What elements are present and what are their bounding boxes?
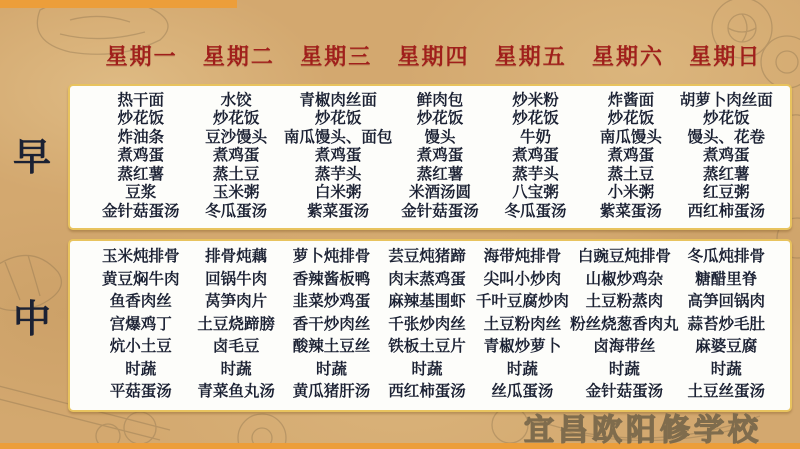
menu-item: 土豆粉肉丝 <box>483 315 562 333</box>
menu-item: 炒花饭 <box>314 110 362 128</box>
menu-item: 丝瓜蛋汤 <box>491 383 554 401</box>
menu-item: 小米粥 <box>607 184 655 202</box>
breakfast-menu-panel <box>68 84 792 230</box>
menu-item: 萝卜炖排骨 <box>292 248 371 266</box>
menu-item: 煮鸡蛋 <box>512 147 559 165</box>
menu-item: 时蔬 <box>506 360 538 378</box>
weekday-header-row <box>68 36 792 74</box>
menu-item: 海带炖排骨 <box>483 248 562 266</box>
menu-item: 西红柿蛋汤 <box>687 202 766 220</box>
menu-item: 蒸红薯 <box>117 165 164 183</box>
menu-item: 蒜苔炒毛肚 <box>687 315 766 333</box>
menu-item: 青椒炒萝卜 <box>483 338 562 356</box>
menu-item: 山椒炒鸡杂 <box>585 270 664 288</box>
menu-item: 回锅牛肉 <box>205 270 268 288</box>
menu-item: 豆沙馒头 <box>205 128 268 146</box>
menu-item: 水饺 <box>220 91 252 109</box>
menu-item: 黄豆焖牛肉 <box>101 270 180 288</box>
weekday-thursday: 星期四 <box>397 43 470 69</box>
menu-item: 时蔬 <box>710 360 742 378</box>
menu-item: 红豆粥 <box>703 184 750 202</box>
menu-item: 玉米粥 <box>212 184 260 202</box>
breakfast-section-label: 早 <box>12 137 51 179</box>
menu-item: 冬瓜炖排骨 <box>687 248 766 266</box>
menu-item: 炒花饭 <box>703 110 750 128</box>
menu-item: 蒸芋头 <box>314 165 362 183</box>
menu-item: 煮鸡蛋 <box>416 147 464 165</box>
menu-item: 高笋回锅肉 <box>687 293 766 311</box>
lunch-section-label: 中 <box>12 299 51 341</box>
menu-item: 土豆粉蒸肉 <box>585 293 664 311</box>
menu-item: 白豌豆炖排骨 <box>577 248 671 266</box>
menu-item: 青椒肉丝面 <box>299 91 377 109</box>
menu-item: 平菇蛋汤 <box>109 383 172 401</box>
menu-item: 蒸土豆 <box>607 165 655 183</box>
menu-item: 千张炒肉丝 <box>388 315 466 333</box>
menu-item: 紫菜蛋汤 <box>599 202 662 220</box>
menu-item: 鲜肉包 <box>416 91 464 109</box>
menu-item: 炒花饭 <box>117 110 164 128</box>
menu-item: 排骨炖藕 <box>205 248 268 266</box>
menu-item: 蒸红薯 <box>416 165 464 183</box>
menu-item: 金针菇蛋汤 <box>101 202 180 220</box>
weekday-wednesday: 星期三 <box>300 43 373 69</box>
menu-item: 牛奶 <box>519 128 551 146</box>
menu-item: 冬瓜蛋汤 <box>205 202 268 220</box>
menu-item: 时蔬 <box>316 360 348 378</box>
menu-item: 西红柿蛋汤 <box>388 383 466 401</box>
menu-item: 馒头、花卷 <box>687 128 766 146</box>
menu-item: 韭菜炒鸡蛋 <box>292 293 371 311</box>
menu-item: 炒花饭 <box>212 110 260 128</box>
menu-item: 黄瓜猪肝汤 <box>292 383 371 401</box>
menu-item: 酸辣土豆丝 <box>292 338 371 356</box>
menu-item: 热干面 <box>117 91 164 109</box>
menu-item: 南瓜馒头 <box>599 128 662 146</box>
weekday-saturday: 星期六 <box>592 43 665 69</box>
menu-item: 糖醋里脊 <box>695 270 758 288</box>
menu-item: 莴笋肉片 <box>205 293 268 311</box>
weekday-tuesday: 星期二 <box>202 43 275 69</box>
menu-item: 土豆烧蹄膀 <box>197 315 275 333</box>
menu-item: 炒花饭 <box>512 110 559 128</box>
menu-item: 时蔬 <box>220 360 252 378</box>
menu-item: 芸豆炖猪蹄 <box>388 248 466 266</box>
menu-item: 麻辣基围虾 <box>388 293 466 311</box>
menu-item: 麻婆豆腐 <box>695 338 758 356</box>
menu-item: 蒸土豆 <box>212 165 260 183</box>
menu-item: 粉丝烧葱香肉丸 <box>570 315 679 333</box>
menu-item: 鱼香肉丝 <box>109 293 172 311</box>
menu-item: 青菜鱼丸汤 <box>197 383 275 401</box>
menu-item: 卤海带丝 <box>593 338 656 356</box>
menu-item: 南瓜馒头、面包 <box>283 128 393 146</box>
menu-item: 卤毛豆 <box>212 338 260 356</box>
menu-item: 炒花饭 <box>607 110 655 128</box>
menu-item: 炕小土豆 <box>109 338 172 356</box>
menu-item: 炒花饭 <box>416 110 464 128</box>
lunch-menu-grid <box>70 241 790 410</box>
menu-item: 尖叫小炒肉 <box>483 270 562 288</box>
menu-item: 煮鸡蛋 <box>212 147 260 165</box>
menu-item: 玉米炖排骨 <box>101 248 180 266</box>
menu-item: 宫爆鸡丁 <box>109 315 172 333</box>
menu-item: 金针菇蛋汤 <box>401 202 479 220</box>
menu-item: 铁板土豆片 <box>388 338 466 356</box>
accent-strip-top <box>0 0 237 8</box>
menu-item: 煮鸡蛋 <box>314 147 362 165</box>
menu-item: 煮鸡蛋 <box>703 147 750 165</box>
menu-item: 时蔬 <box>125 360 157 378</box>
menu-item: 蒸芋头 <box>512 165 559 183</box>
menu-item: 时蔬 <box>608 360 640 378</box>
menu-item: 煮鸡蛋 <box>117 147 164 165</box>
menu-item: 白米粥 <box>314 184 362 202</box>
breakfast-menu-grid <box>70 86 790 228</box>
menu-item: 八宝粥 <box>512 184 559 202</box>
menu-item: 土豆丝蛋汤 <box>687 383 766 401</box>
menu-item: 时蔬 <box>411 360 443 378</box>
menu-item: 炸油条 <box>117 128 164 146</box>
school-name: 宜昌欧阳修学校 <box>524 414 762 447</box>
menu-item: 炒米粉 <box>512 91 559 109</box>
weekday-friday: 星期五 <box>494 43 567 69</box>
menu-item: 馒头 <box>424 128 456 146</box>
menu-item: 千叶豆腐炒肉 <box>475 293 569 311</box>
lunch-menu-panel <box>68 239 792 412</box>
menu-item: 炸酱面 <box>607 91 655 109</box>
menu-item: 香干炒肉丝 <box>292 315 371 333</box>
menu-item: 香辣酱板鸭 <box>292 270 371 288</box>
menu-item: 蒸红薯 <box>703 165 750 183</box>
menu-item: 米酒汤圆 <box>409 184 472 202</box>
menu-item: 胡萝卜肉丝面 <box>679 91 773 109</box>
menu-item: 金针菇蛋汤 <box>585 383 664 401</box>
menu-item: 煮鸡蛋 <box>607 147 655 165</box>
weekday-monday: 星期一 <box>105 43 178 69</box>
menu-item: 冬瓜蛋汤 <box>504 202 567 220</box>
menu-item: 肉末蒸鸡蛋 <box>388 270 466 288</box>
menu-item: 豆浆 <box>125 184 157 202</box>
weekday-sunday: 星期日 <box>689 43 762 69</box>
menu-item: 紫菜蛋汤 <box>307 202 370 220</box>
